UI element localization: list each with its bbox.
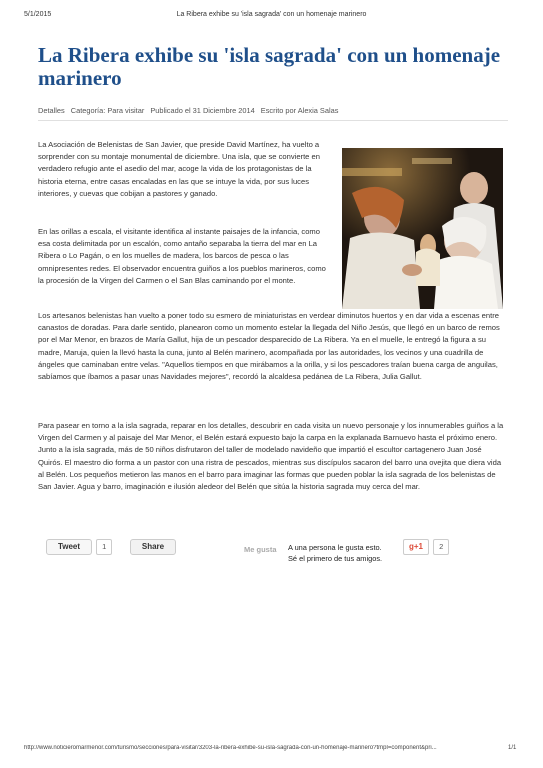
tweet-count: 1 (96, 539, 112, 555)
share-widget (130, 539, 176, 559)
gplus-button[interactable]: g+1 (403, 539, 429, 555)
like-text (288, 542, 398, 564)
tweet-button[interactable]: Tweet (46, 539, 92, 555)
paragraph-4: Para pasear en torno a la isla sagrada, reparar en los detalles, descubrir en cada visita un nuevo personaje y los innumerables guiños a la Virgen del Carmen y al paisaje del Mar Menor, el Belén estará expuesto bajo la carpa en la explanada Barnuevo hasta el próximo enero. Junto a la isla sagrada, más de 50 niños disfrutaron del taller de modelado navideño que impartió el escultor cartagenero Juan José Quirós. El maestro dio forma a un pastor con una ristra de pescados, mientras sus discípulos sacaron del barro una ovejita que diera vida al Belén. Los pequeños metieron las manos en el barro para imaginar las formas que pueden poblar la isla sagrada de los belenistas de San Javier. Agua y barro, imaginación e ilusión aledeor del Belén que sitúa la historia sagrada muy cerca del mar. (38, 421, 504, 492)
meta-published: Publicado el 31 Diciembre 2014 (150, 106, 255, 115)
print-header-date: 5/1/2015 (24, 11, 52, 18)
share-button[interactable]: Share (130, 539, 176, 555)
meta-category[interactable]: Categoría: Para visitar (70, 106, 145, 115)
print-footer-page: 1/1 (508, 745, 517, 751)
article-photo (342, 148, 503, 309)
print-footer-url: http://www.noticieromarmenor.com/turismo/secciones/para-visitar/3203-la-ribera-exhibe-su-isla-sagrada-con-un-homenaje-marinero?tmpl=component&pri... (24, 745, 437, 751)
gplus-count: 2 (433, 539, 449, 555)
paragraph-3: Los artesanos belenistas han vuelto a poner todo su esmero de miniaturistas en verdear diminutos huertos y en dar vida a escenas entre canastos de doradas. Para darle sentido, planearon como un momento estelar la llegada del Niño Jesús, que llegó en un barco de remos por el Mar Menor, en brazos de María Gallut, hija de un pescador desparecido de La Ribera. Ya en el muelle, le entregó la figura a su madre, Maruja, quien la llevó hasta la cuna, junto al Belén marinero, acompañada por las autoridades, los vecinos y una cuadrilla de ángeles que caminaban entre velas. "Aquellos tiempos en que mirábamos a la orilla, y si los pescadores traían buena carga de anguilas, sabíamos que íbamos a pasar unas Navidades mejores", recordó la alcaldesa pedánea de La Ribera, Julia Gallut. (38, 311, 500, 382)
paragraph-2: En las orillas a escala, el visitante identifica al instante paisajes de la infancia, como esa costa delimitada por un escalón, como antaño separaba la tierra del mar en La Ribera o Lo Pagán, o en los muelles de madera, los barcos de pesca o las omnipresentes redes. El observador encuentra guiños a los pueblos marineros, como la procesión de la Virgen del Carmen o el San Blas caminando por el monte. (38, 227, 326, 285)
like-text-line-1: A una persona le gusta esto. (288, 543, 382, 552)
tweet-widget (46, 539, 112, 559)
paragraph-1: La Asociación de Belenistas de San Javier, que preside David Martínez, ha vuelto a sorprender con su montaje monumental de diciembre. Una isla, que se convierte en verdadero refugio ante el asedio del mar, acoge la vida de los protagonistas de la historia eterna, entre casas encaladas en las que se intuye la vida, por sus luces interiores, y cuevas que cobijan a pastores y ganado. (38, 140, 320, 198)
meta-author: Escrito por Alexia Salas (260, 106, 339, 115)
article-meta (38, 106, 508, 121)
like-button[interactable]: Me gusta (244, 545, 277, 554)
meta-details: Detalles (38, 106, 65, 115)
article-title: La Ribera exhibe su 'isla sagrada' con un homenaje marinero (38, 43, 501, 90)
print-header-title: La Ribera exhibe su 'isla sagrada' con un homenaje marinero (176, 11, 367, 18)
gplus-widget (403, 539, 449, 559)
like-text-line-2: Sé el primero de tus amigos. (288, 554, 383, 563)
